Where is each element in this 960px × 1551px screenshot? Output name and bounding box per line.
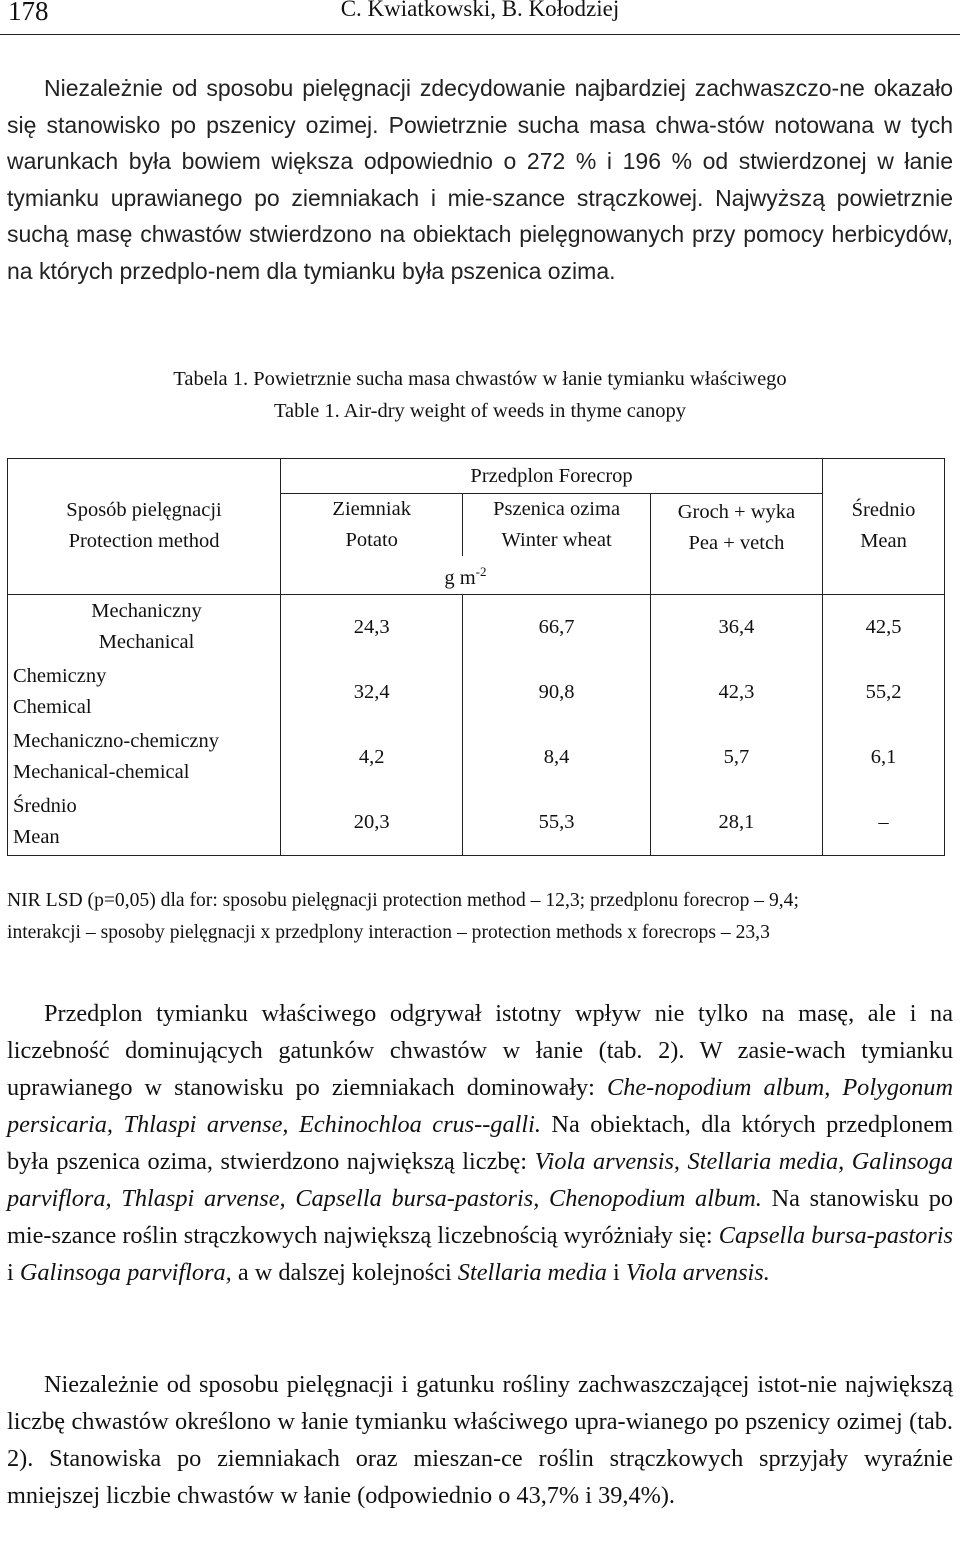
paragraph-1: Niezależnie od sposobu pielęgnacji zdecydowanie najbardziej zachwaszczo-ne okazało się stanowisko po pszenicy ozimej. Powietrznie sucha masa chwa-stów notowana w tych warunkach była bowiem większa odpowiednio o 272 % i 196 % od stwierdzonej w łanie tymianku uprawianego po ziemniakach i mie-szance strączkowej. Najwyższą powietrznie suchą masę chwastów stwierdzono na obiektach pielęgnowanych przy pomocy herbicydów, na których przedplo-nem dla tymianku była pszenica ozima. — [7, 75, 953, 284]
cell-value: 5,7 — [650, 725, 822, 790]
row-label-pl: Mechaniczny — [91, 600, 202, 623]
row-label-pl: Średnio — [13, 795, 77, 818]
running-head: C. Kwiatkowski, B. Kołodziej — [340, 0, 620, 21]
paragraph-2-text: Na stanowisku po mie-szance roślin strączkowych największą liczebnością wyróżniały się: — [7, 1185, 954, 1249]
column-header-potato-en: Potato — [345, 529, 398, 551]
table-row — [8, 660, 945, 725]
unit-exponent: -2 — [475, 564, 487, 579]
table-row — [8, 790, 945, 856]
cell-mean: 6,1 — [823, 725, 945, 790]
row-label — [8, 594, 281, 660]
cell-value: 4,2 — [281, 725, 463, 790]
table-note-line-2: interakcji – sposoby pielęgnacji x przedplony interaction – protection methods x forecrops – 23,3 — [7, 922, 770, 943]
table-header-row — [8, 459, 945, 494]
page-number: 178 — [8, 0, 49, 26]
column-header-pea-pl: Groch + wyka — [677, 501, 796, 524]
cell-value: 55,3 — [463, 790, 650, 856]
paragraph-3: Niezależnie od sposobu pielęgnacji i gatunku rośliny zachwaszczającej istot-nie największą liczbę chwastów określono w łanie tymianku właściwego upra-wianego po pszenicy ozimej (tab. 2). Stanowiska po ziemniakach oraz mieszan-ce roślin strączkowych sprzyjały wyraźnie mniejszej liczbie chwastów w łanie (odpowiednio o 43,7% i 39,4%). — [7, 1371, 953, 1509]
row-label-en: Mechanical — [98, 631, 195, 654]
forecrop-header: Przedplon Forecrop — [281, 459, 823, 494]
row-label-en: Chemical — [13, 696, 92, 719]
species-name: Capsella bursa-pastoris — [718, 1222, 953, 1249]
column-header-pea-en: Pea + vetch — [688, 532, 785, 555]
mean-header — [823, 459, 945, 595]
row-label — [8, 790, 281, 856]
column-header-wheat-pl: Pszenica ozima — [493, 498, 621, 520]
species-name: Galinsoga parviflora, — [19, 1259, 232, 1286]
cell-value: 28,1 — [650, 790, 822, 856]
mean-header-pl: Średnio — [851, 499, 916, 522]
cell-mean: – — [823, 790, 945, 856]
cell-value: 66,7 — [463, 594, 650, 660]
method-header-en: Protection method — [68, 530, 220, 553]
table-row — [8, 725, 945, 790]
row-label-en: Mean — [13, 826, 60, 849]
page-header — [0, 0, 960, 35]
species-name: Stellaria media — [457, 1259, 607, 1286]
mean-header-en: Mean — [860, 530, 907, 553]
paragraph-2-text: a w dalszej kolejności — [231, 1259, 458, 1286]
paragraph-2 — [7, 995, 953, 1291]
column-header-potato-pl: Ziemniak — [332, 498, 411, 520]
paragraph-2-text: Na obiektach, dla których przedplonem była pszenica ozima, stwierdzono największą liczbę: — [7, 1111, 953, 1175]
paragraph-2-text: Przedplon tymianku właściwego odgrywał istotny wpływ nie tylko na masę, ale i na liczebność dominujących gatunków chwastów w łanie (tab. 2). W zasie-wach tymianku uprawianego w stanowisku po ziemniakach dominowały: — [7, 1000, 953, 1101]
species-list: Viola arvensis, Stellaria media, Galinsoga parviflora, Thlaspi arvense, Capsella bursa-pastoris, Chenopodium album. — [7, 1148, 953, 1212]
cell-value: 32,4 — [281, 660, 463, 725]
species-list: Che-nopodium album, Polygonum persicaria, Thlaspi arvense, Echinochloa crus--galli. — [7, 1074, 953, 1138]
paragraph-2-text: i — [7, 1259, 20, 1286]
column-header-wheat — [463, 494, 650, 557]
cell-value: 24,3 — [281, 594, 463, 660]
cell-value: 20,3 — [281, 790, 463, 856]
table-caption-pl: Tabela 1. Powietrznie sucha masa chwastów w łanie tymianku właściwego — [173, 368, 787, 390]
column-header-potato — [281, 494, 463, 557]
row-label-pl: Chemiczny — [13, 665, 107, 688]
method-header — [8, 459, 281, 595]
row-label-pl: Mechaniczno-chemiczny — [13, 730, 220, 753]
species-name: Viola arvensis. — [625, 1259, 770, 1286]
cell-mean: 42,5 — [823, 594, 945, 660]
table-row — [8, 594, 945, 660]
column-header-wheat-en: Winter wheat — [501, 529, 612, 551]
column-header-pea — [650, 494, 822, 595]
method-header-pl: Sposób pielęgnacji — [66, 499, 222, 522]
cell-mean: 55,2 — [823, 660, 945, 725]
cell-value: 90,8 — [463, 660, 650, 725]
unit-text: g m — [444, 566, 476, 589]
table-caption-en: Table 1. Air-dry weight of weeds in thyme canopy — [273, 400, 687, 422]
cell-value: 42,3 — [650, 660, 822, 725]
row-label — [8, 725, 281, 790]
row-label-en: Mechanical-chemical — [13, 761, 190, 784]
row-label — [8, 660, 281, 725]
data-table — [7, 458, 945, 856]
cell-value: 8,4 — [463, 725, 650, 790]
table-note-line-1: NIR LSD (p=0,05) dla for: sposobu pielęgnacji protection method – 12,3; przedplonu forecrop – 9,4; — [7, 890, 799, 911]
paragraph-2-text: i — [606, 1259, 626, 1286]
cell-value: 36,4 — [650, 594, 822, 660]
unit-label — [281, 556, 651, 594]
